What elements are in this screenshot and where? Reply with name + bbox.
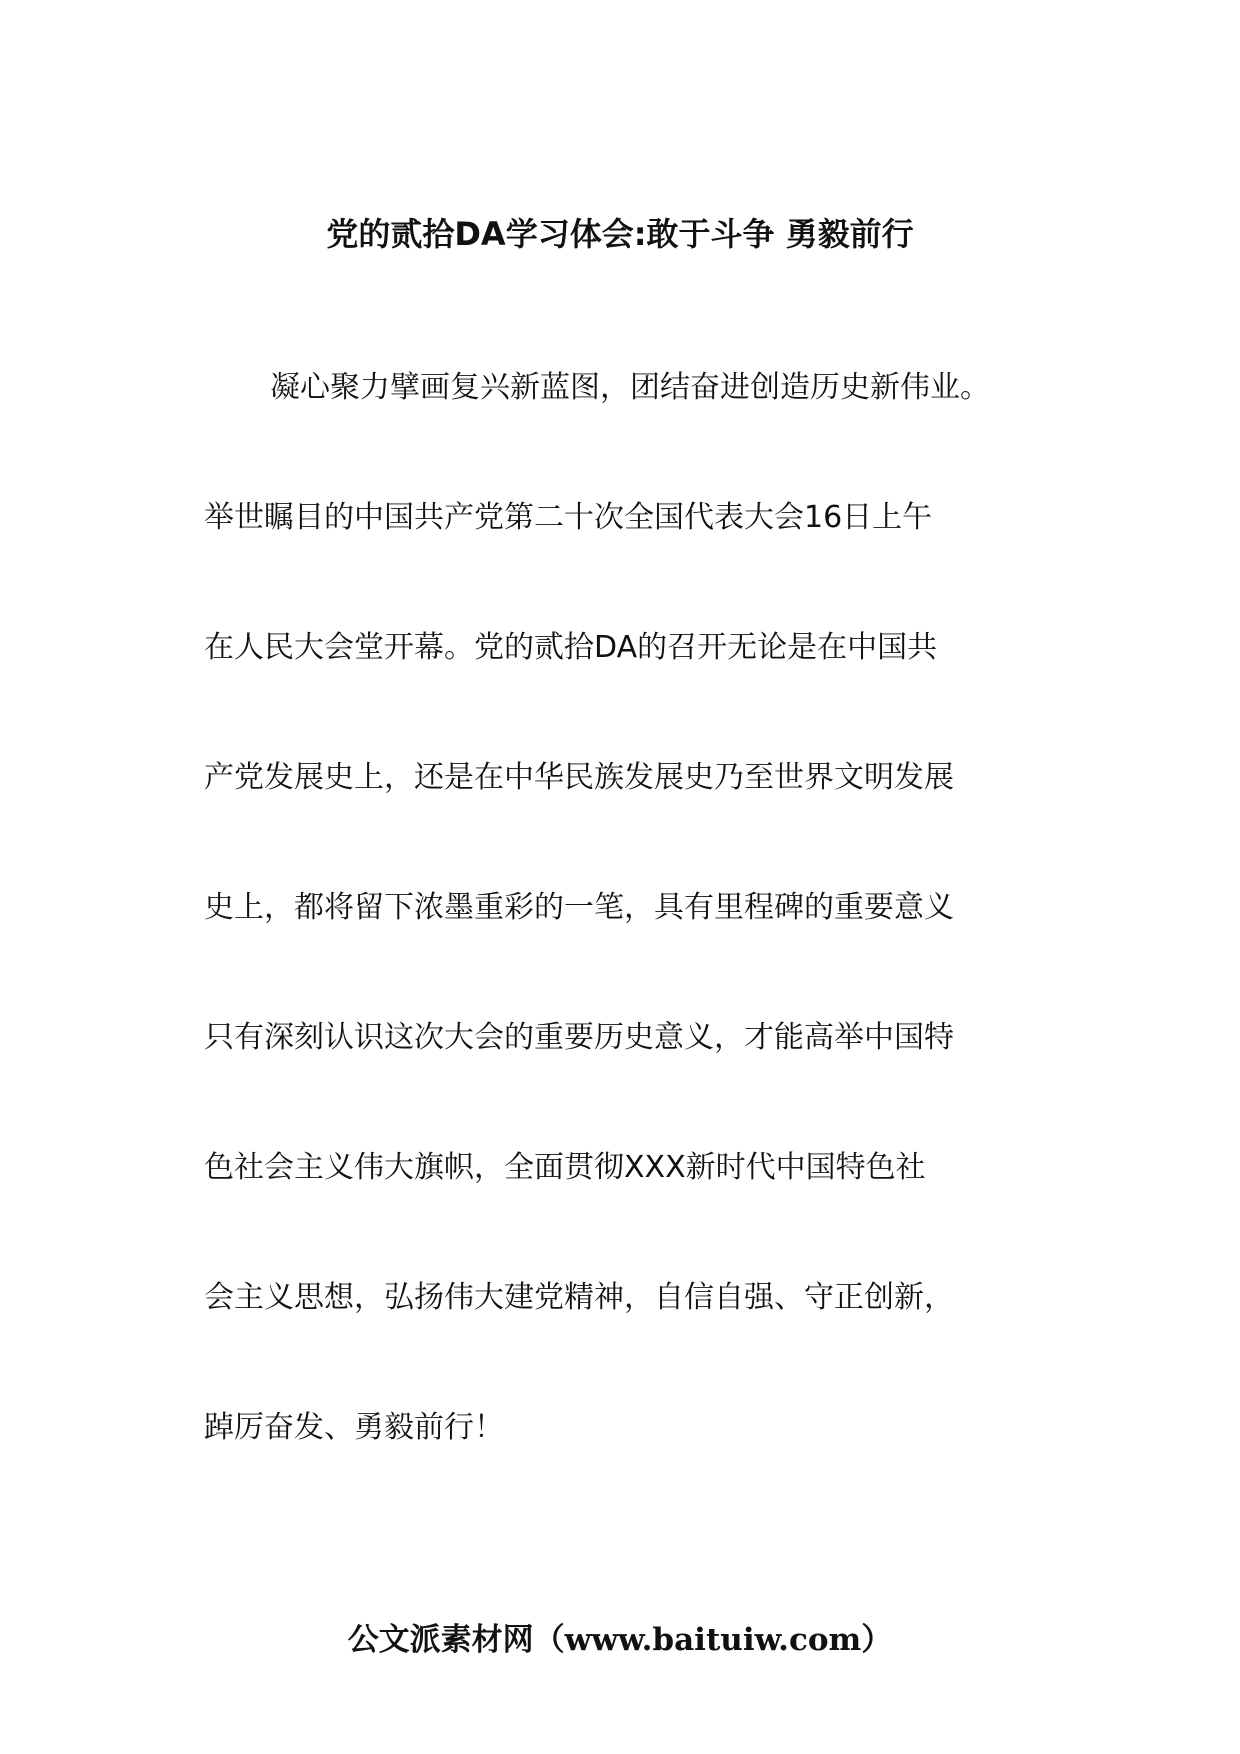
paragraph-line-6: 只有深刻认识这次大会的重要历史意义，才能高举中国特 — [204, 1020, 954, 1055]
paragraph-line-7: 色社会主义伟大旗帜，全面贯彻XXX新时代中国特色社 — [204, 1150, 926, 1185]
paragraph-line-1: 凝心聚力擘画复兴新蓝图，团结奋进创造历史新伟业。 — [270, 370, 990, 405]
footer-source: 公文派素材网（www.baituiw.com） — [347, 1622, 893, 1658]
paragraph-line-8: 会主义思想，弘扬伟大建党精神，自信自强、守正创新， — [204, 1280, 954, 1315]
paragraph-line-5: 史上，都将留下浓墨重彩的一笔，具有里程碑的重要意义 — [204, 890, 954, 925]
paragraph-line-3: 在人民大会堂开幕。党的贰拾DA的召开无论是在中国共 — [204, 630, 938, 665]
paragraph-line-2: 举世瞩目的中国共产党第二十次全国代表大会16日上午 — [204, 500, 933, 535]
paragraph-line-4: 产党发展史上，还是在中华民族发展史乃至世界文明发展 — [204, 760, 954, 795]
paragraph-line-9: 踔厉奋发、勇毅前行！ — [204, 1410, 504, 1445]
page-title: 党的贰拾DA学习体会:敢于斗争 勇毅前行 — [326, 215, 914, 253]
